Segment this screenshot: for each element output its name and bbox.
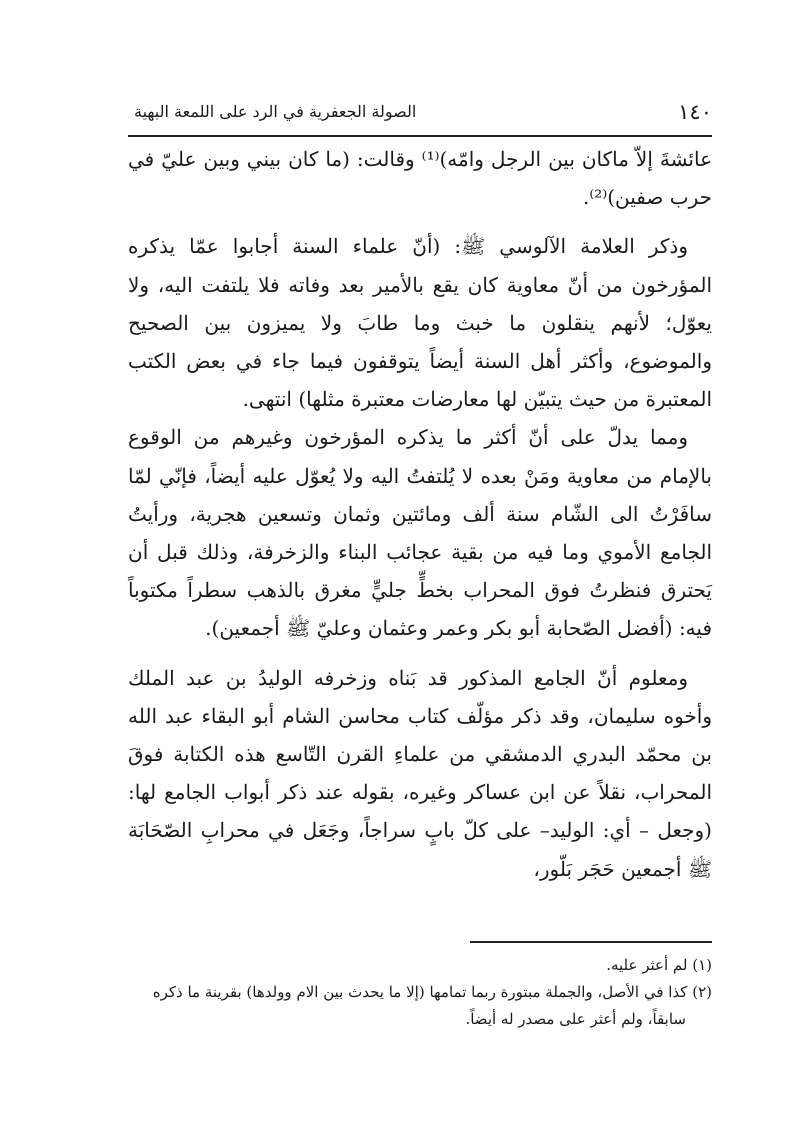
main-text [128, 140, 712, 888]
footnote-2: (٢) كذا في الأصل، والجملة مبتورة ربما تمامها (إلا ما يحدث بين الام وولدها) بقرينة ما ذكره [152, 983, 712, 1001]
page-header [128, 96, 712, 132]
footnote-rule [470, 941, 712, 943]
page-number: ١٤٠ [678, 100, 712, 124]
paragraph-3: ومما يدلّ على أنّ أكثر ما يذكره المؤرخون وغيرهم من الوقوع بالإمام من معاوية ومَنْ بعده لا يُلتفتُ اليه ولا يُعوّل عليه أيضاً، فإنّي لمّا سافَرْتُ الى الشّام سنة ألف ومائتين وثمان وتسعين هجرية، ورأيتُ الجامع الأموي وما فيه من بقية عجائب البناء والزخرفة، وذلك قبل أن يَحترق فنظرتُ فوق المحراب بخطٍّ جليٍّ مغرق بالذهب سطراً مكتوباً فيه: (أفضل الصّحابة أبو بكر وعمر وعثمان وعليّ ﷺ أجمعين). [128, 425, 712, 641]
paragraph-4: ومعلوم أنّ الجامع المذكور قد بَناه وزخرفه الوليدُ بن عبد الملك وأخوه سليمان، وقد ذكر مؤلّف كتاب محاسن الشام أبو البقاء عبد الله بن محمّد البدري الدمشقي من علماءِ القرن التّاسع هذه الكتابة فوقَ المحراب، نقلاً عن ابن عساكر وغيره، بقوله عند ذكر أبواب الجامع لها: (وجعل – أي: الوليد– على كلّ بابٍ سراجاً، وجَعَل في محرابِ الصّحَابَة ﷺ أجمعين حَجَر بَلّور، [128, 665, 712, 881]
paragraph-2: وذكر العلامة الآلوسي ﷺ: (أنّ علماء السنة أجابوا عمّا يذكره المؤرخون من أنّ معاوية كان يقع بالأمير بعد وفاته فلا يلتفت اليه، ولا يعوّل؛ لأنهم ينقلون ما خبث وما طابَ ولا يميزون بين الصحيح والموضوع، وأكثر أهل السنة أيضاً يتوقفون فيما جاء في بعض الكتب المعتبرة من حيث يتبيّن لها معارضات معتبرة مثلها) انتهى. [128, 234, 712, 412]
paragraph-1: عائشةَ إلاّ ماكان بين الرجل وامّه)⁽¹⁾ وقالت: (ما كان بيني وبين عليّ في حرب صفين)⁽²⁾. [128, 147, 712, 210]
header-rule [128, 135, 712, 137]
footnote-1: (١) لم أعثر عليه. [606, 956, 712, 974]
footnote-2-continuation: سابقاً، ولم أعثر على مصدر له أيضاً. [465, 1010, 686, 1028]
running-title: الصولة الجعفرية في الرد على اللمعة البهية [134, 102, 417, 121]
footnotes [128, 952, 712, 1033]
